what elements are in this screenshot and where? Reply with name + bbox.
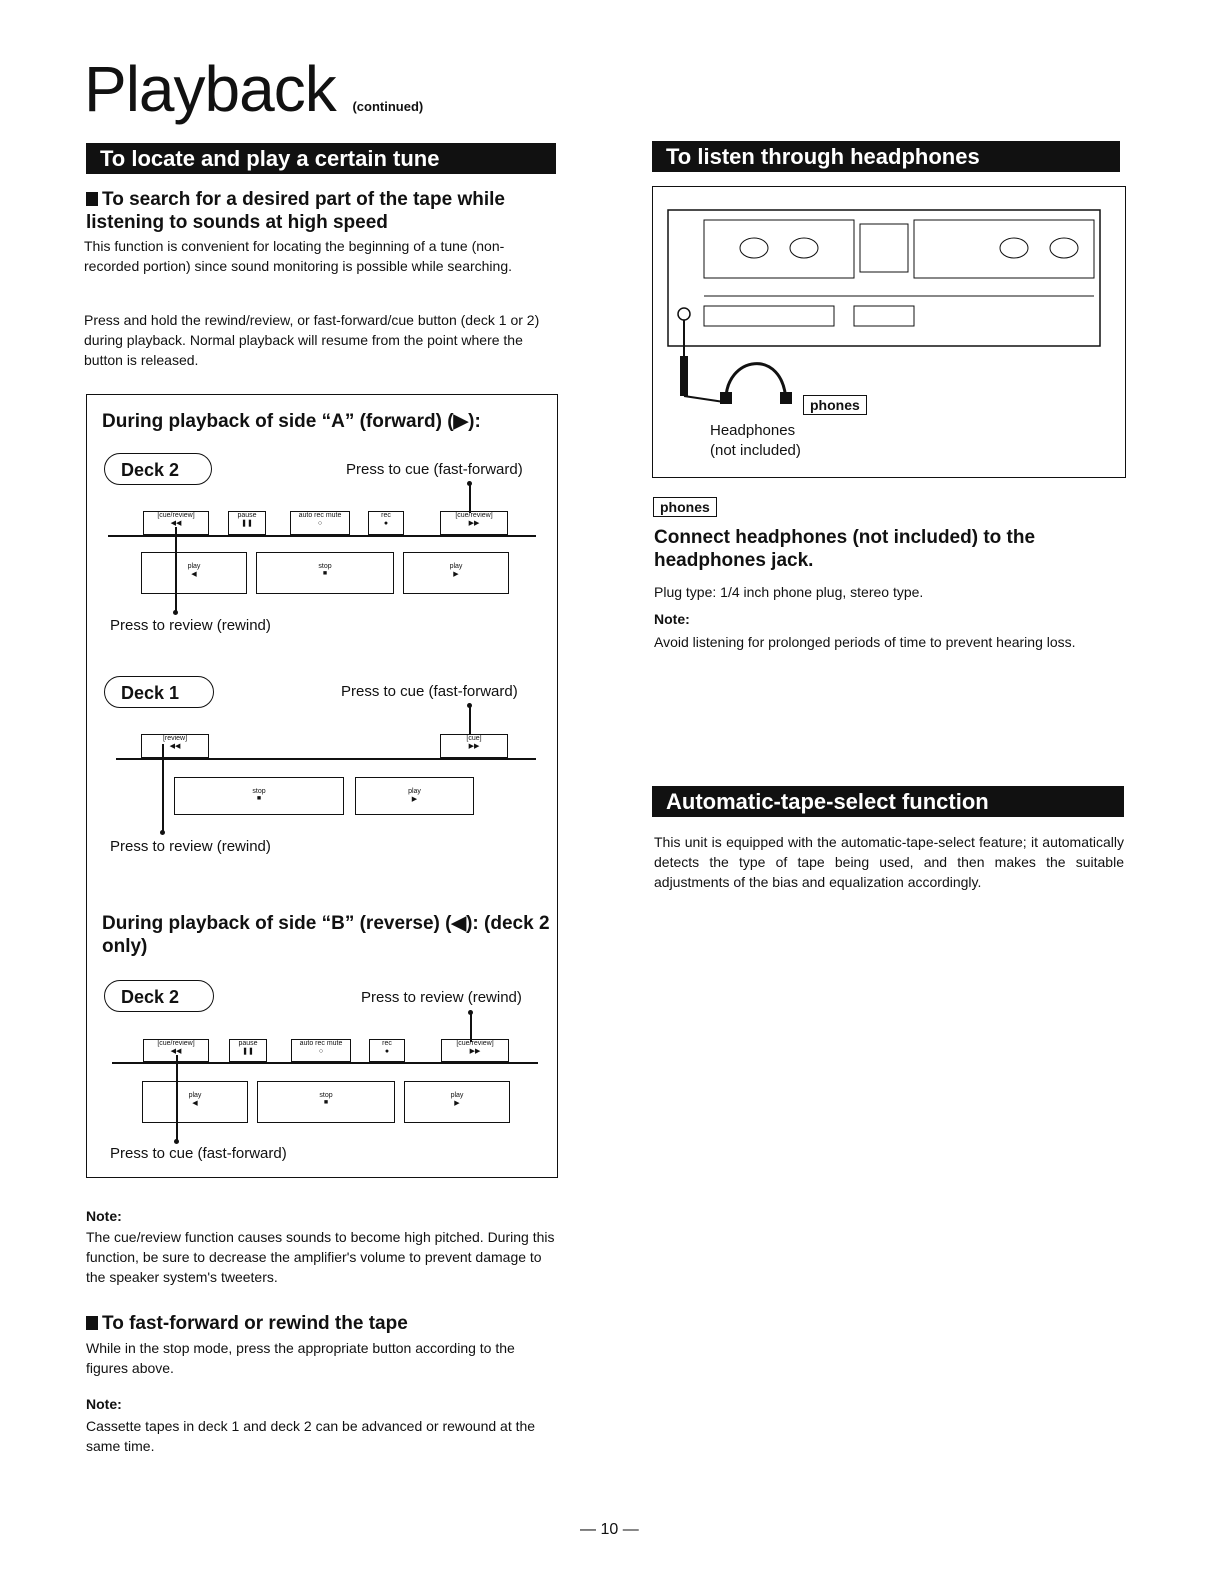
right-note-label: Note: (654, 611, 690, 627)
search-paragraph-1: This function is convenient for locating the beginning of a tune (non-recorded portion) since sound monitoring is possible while searching. (84, 238, 513, 274)
auto-rec-mute-button[interactable]: auto rec mute ○ (290, 511, 350, 535)
note2-text: Cassette tapes in deck 1 and deck 2 can be advanced or rewound at the same time. (86, 1418, 536, 1454)
auto-rec-mute-button-b[interactable]: auto rec mute ○ (291, 1039, 351, 1062)
connect-heading: Connect headphones (not included) to the headphones jack. (654, 527, 1036, 571)
review-button[interactable]: [review] ◀◀ (141, 734, 209, 758)
review-rw-label-b: Press to review (rewind) (361, 989, 522, 1006)
section-bar-ats: Automatic-tape-select function (652, 786, 1124, 817)
review-rw-label: Press to review (rewind) (110, 617, 271, 634)
stop-button-b[interactable]: stop ■ (257, 1081, 395, 1123)
page-title-text: Playback (84, 53, 336, 125)
pointer-line (470, 1012, 472, 1042)
rec-button-b[interactable]: rec ● (369, 1039, 405, 1062)
review-rw-label-deck1: Press to review (rewind) (110, 838, 271, 855)
section-bar-locate: To locate and play a certain tune (86, 143, 556, 174)
play-forward-button[interactable]: play ▶ (403, 552, 509, 594)
stop-button[interactable]: stop ■ (256, 552, 394, 594)
phones-tag-2: phones (653, 497, 717, 517)
note-label: Note: (86, 1208, 122, 1224)
pointer-line (162, 744, 164, 832)
ff-text: While in the stop mode, press the appropriate button according to the figures above. (86, 1340, 515, 1376)
deck1-stop-button[interactable]: stop ■ (174, 777, 344, 815)
deck-baseline (108, 535, 536, 537)
pointer-dot (173, 610, 178, 615)
page-title-sub: (continued) (352, 99, 424, 114)
side-a-heading: During playback of side “A” (forward) (▶): (102, 411, 481, 432)
ats-text: This unit is equipped with the automatic-tape-select feature; it automatically detects the type of tape being used, and then makes the suitable adjustments of the bias and equalization accordingly. (654, 834, 1124, 890)
play-reverse-button-b[interactable]: play ◀ (142, 1081, 248, 1123)
right-note-text: Avoid listening for prolonged periods of time to prevent hearing loss. (654, 634, 1076, 650)
cue-ff-label-b: Press to cue (fast-forward) (110, 1145, 287, 1162)
not-included-label: (not included) (710, 442, 801, 459)
deck1-label: Deck 1 (104, 676, 214, 708)
plug-type: Plug type: 1/4 inch phone plug, stereo type. (654, 584, 924, 600)
headphones-label: Headphones (710, 422, 796, 439)
search-heading: To search for a desired part of the tape while listening to sounds at high speed (86, 189, 505, 233)
cue-ff-button-b[interactable]: [cue/review] ▶▶ (441, 1039, 509, 1062)
pointer-dot (174, 1139, 179, 1144)
page-title (84, 52, 423, 126)
cue-review-button[interactable]: [cue/review] ◀◀ (143, 511, 209, 535)
deck2-label: Deck 2 (104, 453, 212, 485)
deck1-play-button[interactable]: play ▶ (355, 777, 474, 815)
deck-baseline (116, 758, 536, 760)
pointer-line (469, 483, 471, 513)
pointer-line (469, 705, 471, 735)
cue-ff-label-deck1: Press to cue (fast-forward) (341, 683, 518, 700)
cassette-deck-illustration (664, 206, 1114, 406)
bullet-square-icon (86, 1316, 98, 1330)
bullet-square-icon (86, 192, 98, 206)
cue-ff-label: Press to cue (fast-forward) (346, 461, 523, 478)
section-bar-headphones: To listen through headphones (652, 141, 1120, 172)
play-forward-button-b[interactable]: play ▶ (404, 1081, 510, 1123)
pause-button-b[interactable]: pause ❚❚ (229, 1039, 267, 1062)
cue-button[interactable]: [cue] ▶▶ (440, 734, 508, 758)
play-reverse-button[interactable]: play ◀ (141, 552, 247, 594)
note-text: The cue/review function causes sounds to become high pitched. During this function, be sure to decrease the amplifier's volume to prevent damage to the speaker system's tweeters. (86, 1229, 555, 1285)
pause-button[interactable]: pause ❚❚ (228, 511, 266, 535)
side-b-heading: During playback of side “B” (reverse) (◀): (deck 2 only) (102, 913, 550, 957)
note2-label: Note: (86, 1396, 122, 1412)
pointer-line (175, 527, 177, 612)
cue-review-button-b[interactable]: [cue/review] ◀◀ (143, 1039, 209, 1062)
deck2-label-b: Deck 2 (104, 980, 214, 1012)
pointer-line (176, 1055, 178, 1141)
pointer-dot (160, 830, 165, 835)
ff-heading: To fast-forward or rewind the tape (86, 1312, 558, 1335)
page-number: — 10 — (580, 1521, 639, 1538)
phones-tag: phones (803, 395, 867, 415)
cue-ff-button[interactable]: [cue/review] ▶▶ (440, 511, 508, 535)
rec-button[interactable]: rec ● (368, 511, 404, 535)
search-paragraph-2: Press and hold the rewind/review, or fast-forward/cue button (deck 1 or 2) during playback. Normal playback will resume from the point where the button is released. (84, 312, 540, 368)
